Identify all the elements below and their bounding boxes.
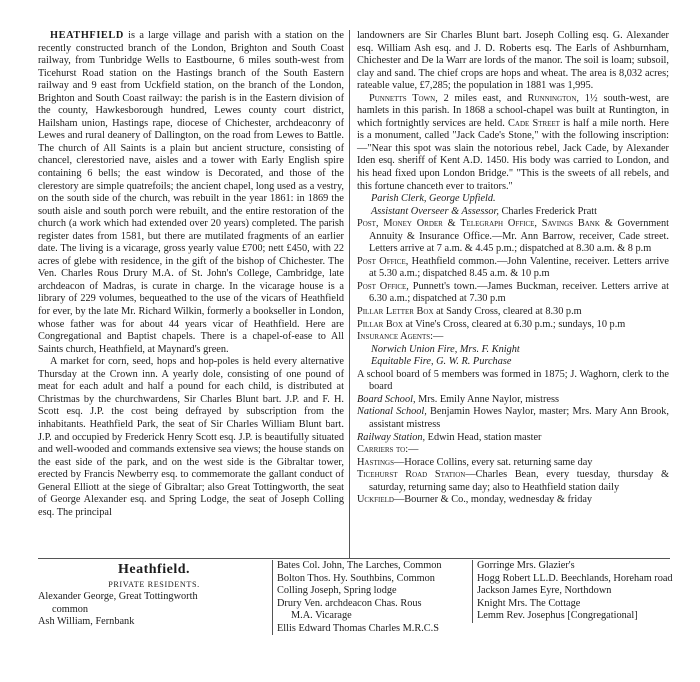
hamlet-name: Cade Street [508, 117, 560, 129]
entry-text: Punnett's town.—James Buckman, receiver. Letters arrive at 6.30 a.m.; dispatched at 7.30 p.m [369, 280, 669, 305]
carrier-ticehurst [357, 469, 669, 494]
pillar-box-sandy-cross [357, 306, 669, 319]
entry-text: Heathfield common.—John Valentine, receiver. Letters arrive at 5.30 a.m.; dispatched 8.45 a.m. & 10 p.m [369, 255, 669, 280]
entry-label: National School, [357, 406, 427, 418]
entry-text: at Sandy Cross, cleared at 8.30 p.m [433, 306, 582, 318]
description-text: is a large village and parish with a station on the recently constructed branch of the London, Brighton and South Coast railway, from Tunbridge Wells to Eastbourne, 6 miles south-west from Ticehurst Road station on the Hastings branch of the South Eastern railway and 9 east from Uckfield station, on the branch of the London, Brighton and South Coast railway: the parish is in the Eastern division of the county, Hawkesborough hundred, Lewes county court district, Hailsham union, Hastings rape, diocese of Chichester, archdeaconry of Lewes and rural deanery of Dallington, on the road from Lewes to Battle. The church of All Saints is a plain but ancient structure, consisting of chancel, clerestoried nave, aisles and a tower with Early English spire containing 6 bells; the east window is Decorated, and those of the clerestory are simple quatrefoils; the ancient chapel, long used as a vestry, on the south side of the church, was rebuilt in the year 1861: in 1869 the south aisle and south porch were rebuilt, and the entire restoration of the church (a work which had extended over 20 years) completed. The parish register dates from 1581, but there are mutilated fragments of an earlier date. The living is a vicarage, gross yearly value £700; nett £450, with 22 acres of glebe with residence, in the gift of the bishop of Chichester. The Ven. Charles Rous Drury M.A. of St. John's College, Cambridge, late archdeacon of Madras, is curate in charge. In the vicarage house is a library of 229 volumes, bequeathed to the use of the vicars of Heathfield for ever, by the late Mr. Richard Wilkin, formerly a bookseller in London, whose father was for about 44 years vicar of Heathfield. Here are Congregational and Baptist chapels. There is a chapel-of-ease to All Saints church, Heathfield, at Maynard's green. [38, 30, 344, 355]
carrier-text: —Charles Bean, every tuesday, thursday & saturday, returning same day; also to Heathfield station daily [369, 469, 669, 493]
insurance-agent [357, 344, 669, 357]
heathfield-description [38, 30, 344, 356]
entry-label: Post, Money Order & Telegraph Office, Savings Bank [357, 218, 600, 230]
assistant-overseer [357, 206, 669, 219]
resident-entry: Ellis Edward Thomas Charles M.R.C.S [277, 622, 439, 634]
carrier-hastings [357, 457, 669, 470]
resident-entry: Gorringe Mrs. Glazier's [477, 560, 575, 571]
hamlet-text: , 1½ south-west, are hamlets in this parish. In 1868 a school-chapel was built at Runtington, in which fortnightly services are held. [357, 92, 669, 129]
carrier-destination: Ticehurst Road Station [357, 469, 466, 481]
hamlet-name: Runnington [527, 92, 577, 104]
resident-entry: Drury Ven. archdeacon Chas. Rous [277, 597, 422, 609]
resident-entry: Bates Col. John, The Larches, Common [277, 560, 442, 571]
directory-title: Heathfield. [118, 562, 190, 577]
carrier-destination: Hastings [357, 456, 394, 468]
section-divider [38, 558, 670, 559]
post-office-main [357, 218, 669, 256]
hamlet-name: Punnetts Town [369, 92, 436, 104]
place-heading: HEATHFIELD [50, 30, 124, 41]
entry-label: Pillar Letter Box [357, 306, 434, 318]
insurance-agent-text: Norwich Union Fire, Mrs. F. Knight [371, 343, 520, 355]
entry-label: Post Office, [357, 255, 409, 267]
school-board: A school board of 5 members was formed in 1875; J. Waghorn, clerk to the board [357, 368, 669, 393]
resident-entry-continued: M.A. Vicarage [291, 610, 352, 622]
column-divider [349, 30, 350, 558]
resident-entry: Hogg Robert LL.D. Beechlands, Horeham road [477, 572, 673, 584]
left-column [38, 30, 344, 519]
resident-entry: Colling Joseph, Spring lodge [277, 585, 397, 597]
residents-column-b [272, 560, 471, 635]
post-office-punnetts [357, 281, 669, 306]
hamlet-text: is half a mile north. Here is a monument, called "Jack Cade's Stone," with the following inscription:—"Near this spot was slain the notorious rebel, Jack Cade, by Alexander Iden esq. sheriff of Kent A.D. 1450. His body was carried to London, and his head fixed upon London Bridge." "This is the sweets of all rebels, and this fortune chanceth ever to traitors." [357, 117, 669, 192]
residents-column-c [472, 560, 675, 623]
resident-entry: Jackson James Eyre, Northdown [477, 585, 612, 597]
resident-entry: Alexander George, Great Tottingworth [38, 591, 198, 603]
residents-column-a [38, 562, 270, 629]
parish-clerk-text: Parish Clerk, George Upfield. [371, 193, 496, 205]
hamlet-text: , 2 miles east, and [435, 92, 528, 104]
pillar-box-vines-cross [357, 319, 669, 332]
parish-clerk [357, 193, 669, 206]
entry-text: at Vine's Cross, cleared at 6.30 p.m.; sundays, 10 p.m [402, 318, 626, 330]
national-school [357, 406, 669, 431]
entry-label: Carriers to:— [357, 444, 419, 456]
resident-entry: Ash William, Fernbank [38, 616, 135, 628]
right-column [357, 30, 669, 507]
carrier-text: —Horace Collins, every sat. returning same day [394, 456, 593, 468]
entry-label: Post Office, [357, 280, 409, 292]
carrier-uckfield [357, 494, 669, 507]
carriers-heading [357, 444, 669, 457]
carrier-text: —Bourner & Co., monday, wednesday & friday [394, 494, 593, 506]
entry-label: Pillar Box [357, 318, 403, 330]
market-paragraph: A market for corn, seed, hops and hop-poles is held every alternative Thursday at the Crown inn. A yearly dole, consisting of one pound of meat for each adult and half a pound for each child, is distributed at Christmas by the churchwardens, Sir Charles Blunt bart. J.P. and F. H. Scott esq. J.P. the cost being defrayed by subscription from the inhabitants. Heathfield Park, the seat of Sir Charles William Blunt bart. J.P. and occupied by Frederick Henry Scott esq. J.P. is beautifully situated and well-wooded and commands extensive sea views; the house stands on the east side of the park, and on the west side is the Gibraltar tower, erected by Francis Newberry esq. to commemorate the gallant conduct of General Elliott at the siege of Gibraltar; also Great Tottingworth, the seat of George Alexander esq. and Spring Lodge, the seat of Joseph Colling esq. The principal [38, 356, 344, 518]
entry-label: Board School, [357, 393, 416, 405]
insurance-agent [357, 356, 669, 369]
carrier-destination: Uckfield [357, 494, 394, 506]
hamlets-paragraph [357, 93, 669, 193]
entry-text: Edwin Head, station master [425, 431, 542, 443]
entry-text: Benjamin Howes Naylor, master; Mrs. Mary Ann Brook, assistant mistress [369, 406, 670, 430]
directory-subtitle: PRIVATE RESIDENTS. [108, 579, 200, 589]
resident-entry: Lemm Rev. Josephus [Congregational] [477, 610, 638, 622]
overseer-label: Assistant Overseer & Assessor, [371, 205, 499, 217]
overseer-name: Charles Frederick Pratt [498, 205, 598, 217]
railway-station [357, 432, 669, 445]
entry-text: Mrs. Emily Anne Naylor, mistress [415, 393, 559, 405]
landowners-paragraph: landowners are Sir Charles Blunt bart. Joseph Colling esq. G. Alexander esq. William Ash esq. and J. D. Roberts esq. The Earls of Ashburnham, Chichester and De la Warr are lords of the manor. The soil is loam; subsoil, clay and sand. The chief crops are hops and wheat. The area is 8,032 acres; rateable value, £7,285; the population in 1881 was 1,995. [357, 30, 669, 92]
board-school [357, 394, 669, 407]
entry-label: Insurance Agents:— [357, 331, 444, 343]
entry-label: Railway Station, [357, 431, 426, 443]
resident-entry: Knight Mrs. The Cottage [477, 597, 581, 609]
resident-entry: Bolton Thos. Hy. Southbins, Common [277, 572, 435, 584]
post-office-common [357, 256, 669, 281]
insurance-agent-text: Equitable Fire, G. W. R. Purchase [371, 356, 512, 368]
insurance-heading [357, 331, 669, 344]
resident-entry-continued: common [52, 603, 89, 615]
entry-text: & Government Annuity & Insurance Office.—Mr. Ann Barrow, receiver, Cade street. Letters arrive at 7 a.m. & 4.45 p.m.; dispatched at 8.30 a.m. & 8 p.m [369, 218, 669, 255]
